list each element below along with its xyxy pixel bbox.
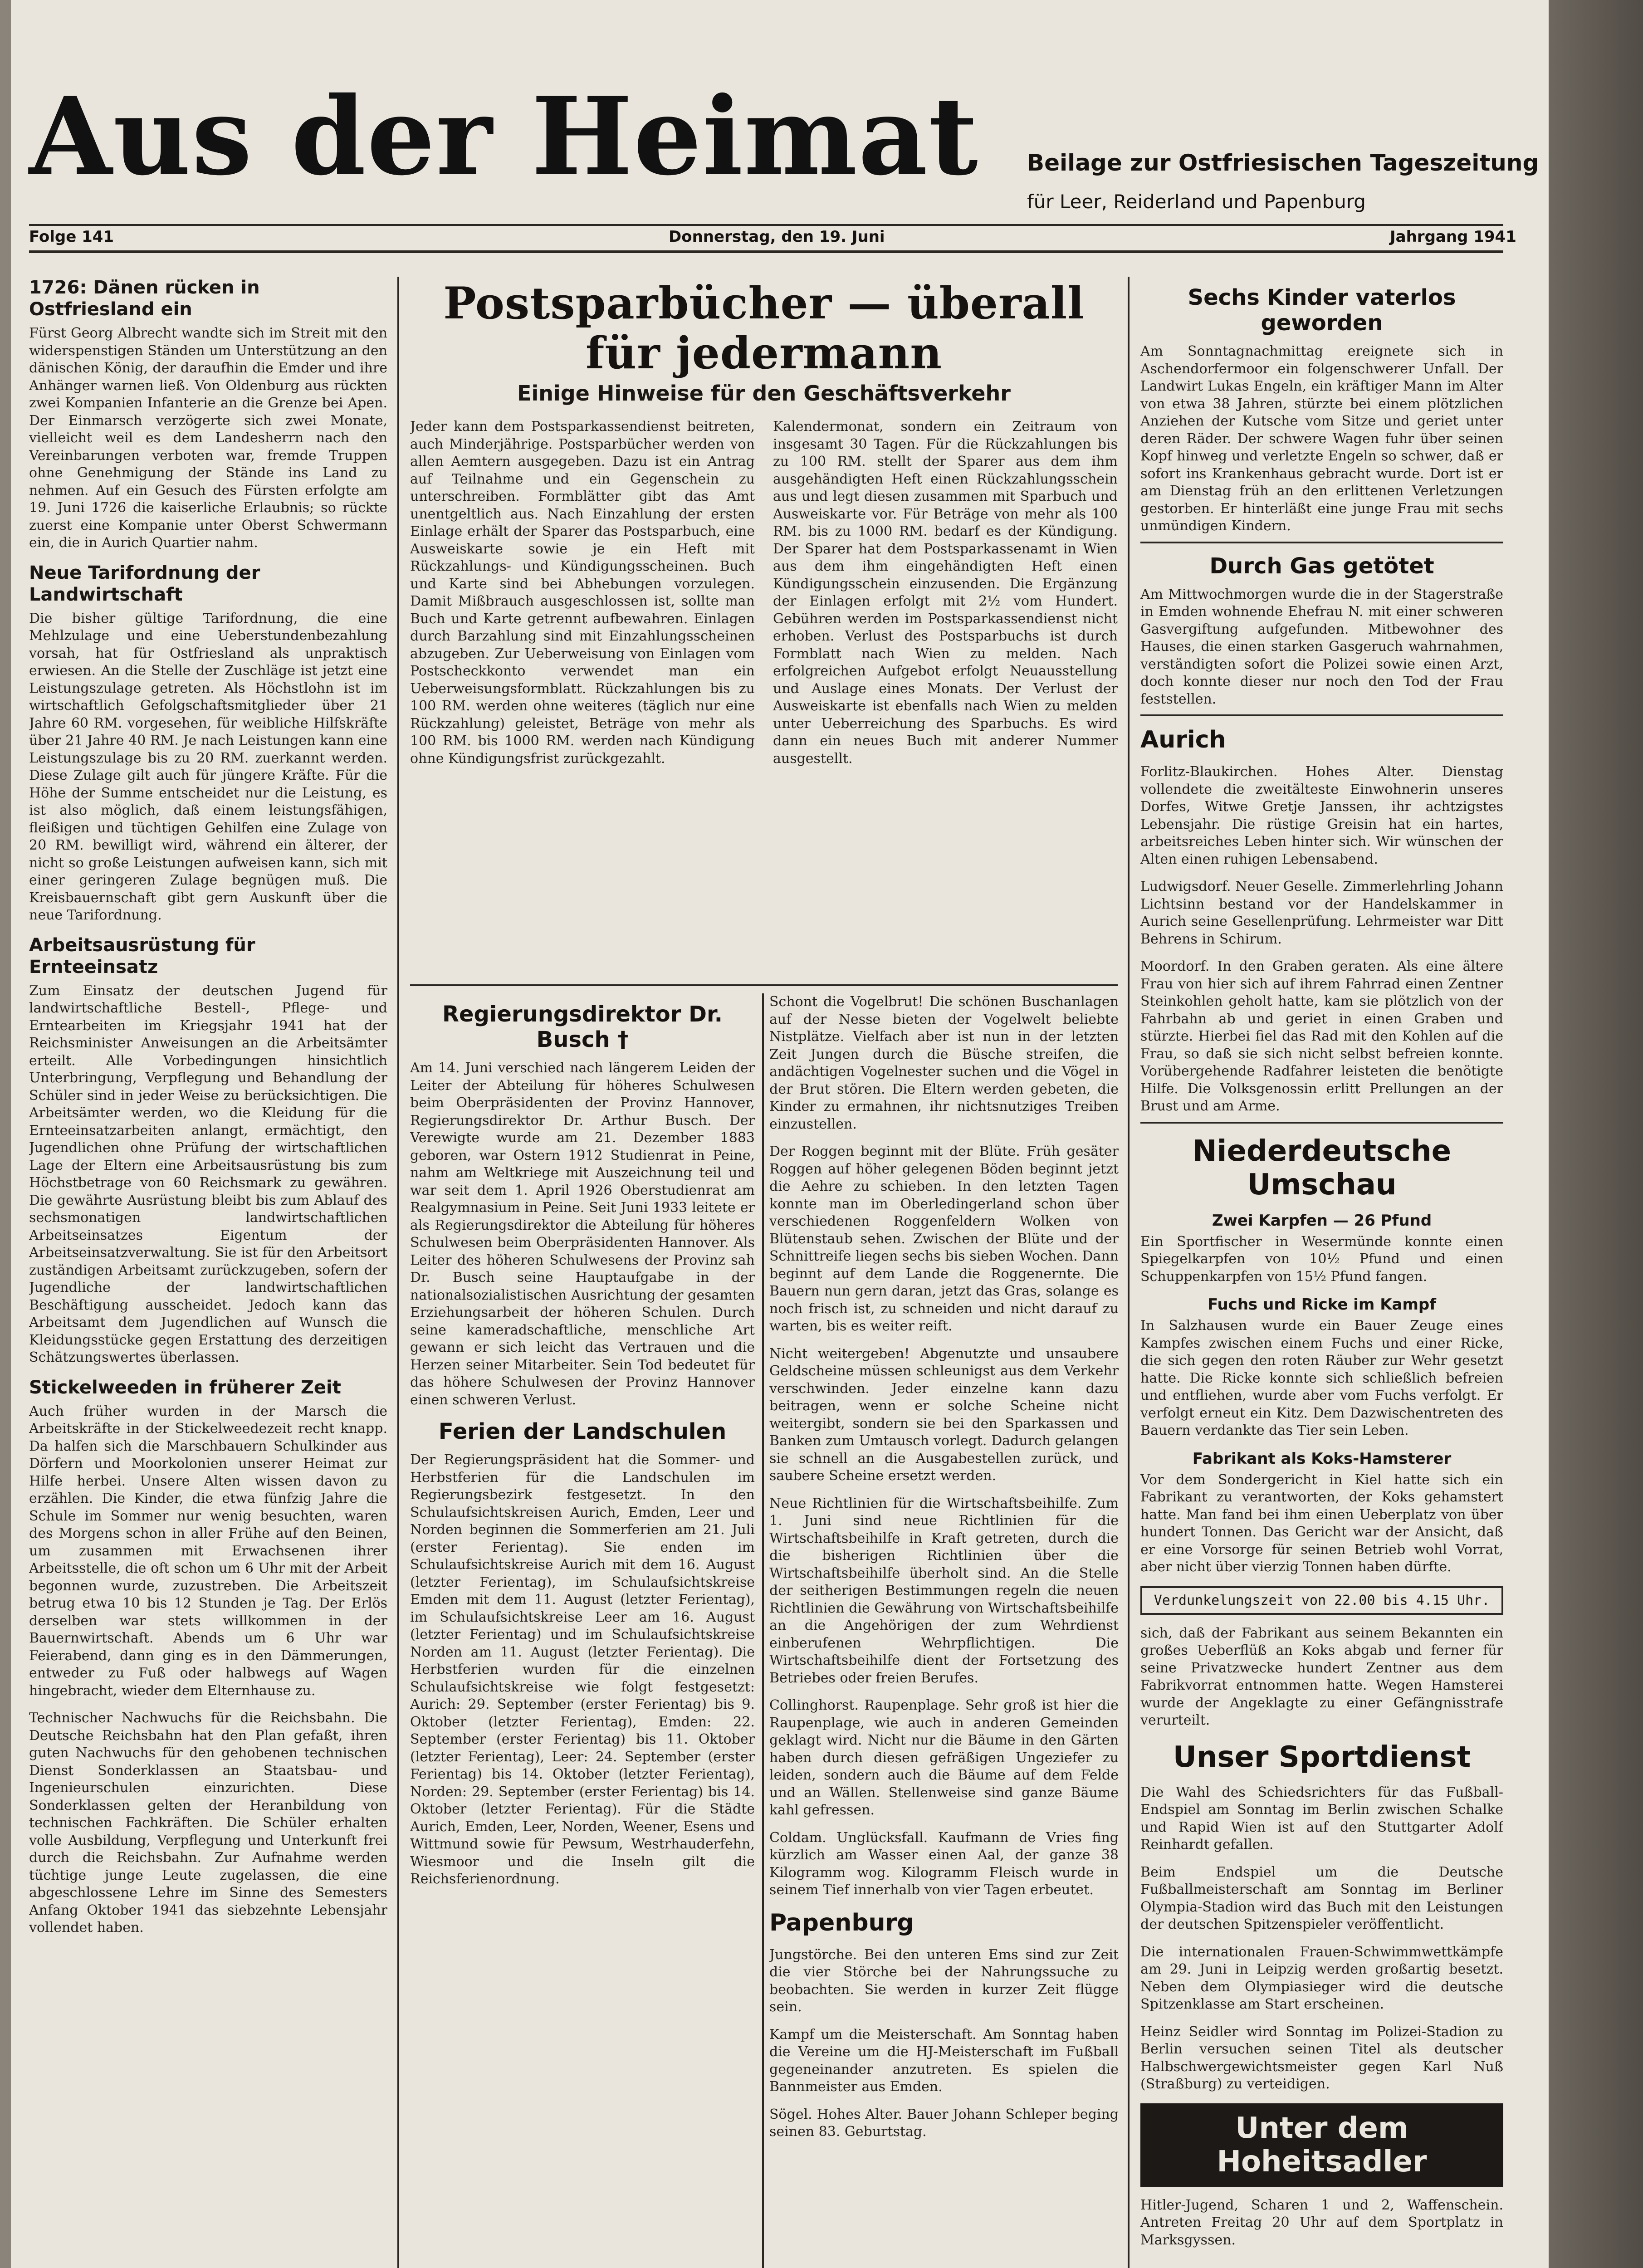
column-rule bbox=[1128, 277, 1130, 2268]
article-headline: Fabrikant als Koks-Hamsterer bbox=[1192, 1449, 1452, 1468]
article-text: Am Sonntagnachmittag ereignete sich in Aschendorfermoor ein folgenschwerer Unfall. Der Landwirt Lukas Engeln, ein kräftiger Mann im Alter von etwa 38 Jahren, stürzte bei einem plötzlichen Anziehen der Kutsche vom Sitze und geriet unter deren Räder. Der schwere Wagen fuhr über seinen Kopf hinweg und verletzte Engeln so schwer, daß er sofort ins Krankenhaus gebracht wurde. Dort ist er am Dienstag früh an den erlittenen Verletzungen gestorben. Er hinterläßt eine junge Frau mit sechs unmündigen Kindern. bbox=[1140, 343, 1503, 534]
article-headline: Stickelweeden in früherer Zeit bbox=[29, 1377, 341, 1398]
hoheitsadler-banner: Unter dem Hoheitsadler bbox=[1140, 2103, 1503, 2187]
lead-text-left: Jeder kann dem Postsparkassendienst beitreten, auch Minderjährige. Postsparbücher werden von allen Aemtern ausgegeben. Dazu ist ein Antrag auf Teilnahme und ein Gegenschein zu unterschreiben. Formblätter gibt das Amt unentgeltlich aus. Nach Einzahlung der ersten Einlage erhält der Sparer das Postsparbuch, eine Ausweiskarte sowie je ein Heft mit Rückzahlungs- und Kündigungsscheinen. Buch und Karte sind bei Abhebungen vorzulegen. Damit Mißbrauch ausgeschlossen ist, sollte man Buch und Karte getrennt aufbewahren. Einlagen durch Barzahlung sind mit Einzahlungsscheinen abzugeben. Zur Ueberweisung von Einlagen vom Postscheckkonto verwendet man ein Ueberweisungsformblatt. Rückzahlungen bis zu 100 RM. werden ohne weiteres (täglich nur eine Rückzahlung) geleistet, Beträge von mehr als 100 RM. bis 1000 RM. werden nach Kündigung ohne Kündigungsfrist zurückgezahlt. bbox=[410, 419, 755, 767]
article bbox=[1140, 958, 1503, 1124]
article bbox=[769, 1829, 1119, 1899]
article-headline: Sechs Kinder vaterlos geworden bbox=[1188, 285, 1456, 336]
place-heading: Aurich bbox=[1140, 726, 1226, 753]
article bbox=[1140, 1944, 1503, 2014]
article-text: Collinghorst. Raupenplage. Sehr groß ist hier die Raupenplage, wie auch in anderen Gemeinden geklagt wird. Nicht nur die Bäume in den Gärten haben durch diesen gefräßigen Ungeziefer zu leiden, sondern auch die Bäume auf dem Felde und an Wällen. Stellenweise sind ganze Bäume kahl gefressen. bbox=[769, 1697, 1119, 1818]
article bbox=[29, 562, 387, 924]
article-headline: Fuchs und Ricke im Kampf bbox=[1207, 1295, 1437, 1314]
article-text: Jungstörche. Bei den unteren Ems sind zur Zeit die vier Störche bei der Nahrungssuche zu beobachten. Sie werden in kurzer Zeit flügge sein. bbox=[769, 1946, 1119, 2015]
article-text: Die Wahl des Schiedsrichters für das Fußball-Endspiel am Sonntag im Berlin zwischen Schalke und Rapid Wien ist auf den Stuttgarter Adolf Reinhardt gefallen. bbox=[1140, 1784, 1503, 1853]
article bbox=[1140, 1586, 1503, 1615]
article-divider bbox=[1140, 542, 1503, 543]
article bbox=[1140, 1212, 1503, 1286]
article bbox=[1140, 1864, 1503, 1934]
article bbox=[1140, 2197, 1503, 2249]
article-headline: Arbeitsausrüstung für Ernteeinsatz bbox=[29, 934, 255, 978]
article bbox=[1140, 1784, 1503, 1854]
article-text: Ein Sportfischer in Wesermünde konnte einen Spiegelkarpfen von 10½ Pfund und einen Schuppenkarpfen von 15½ Pfund fangen. bbox=[1140, 1233, 1503, 1285]
article-text: Technischer Nachwuchs für die Reichsbahn. Die Deutsche Reichsbahn hat den Plan gefaßt, ihren guten Nachwuchs für den gehobenen technischen Dienst Sonderklassen an Staatsbau- und Ingenieurschulen einzurichten. Diese Sonderklassen gelten der Heranbildung von technischen Fachkräften. Die Schüler erhalten volle Ausbildung, Verpflegung und Unterkunft frei durch die Reichsbahn. Zur Aufnahme werden tüchtige junge Leute zugelassen, die eine abgeschlossene Lehre im Sinne des Semesters Anfang Oktober 1941 das siebzehnte Lebensjahr vollendet haben. bbox=[29, 1710, 387, 1936]
book-binding bbox=[1549, 0, 1643, 2268]
article bbox=[1140, 763, 1503, 868]
article bbox=[769, 1143, 1119, 1335]
article-text: sich, daß der Fabrikant aus seinem Bekannten ein großes Ueberflüß an Koks abgab und ferner für seine Privatzwecke hundert Zentner aus dem Fabrikvorrat entnommen hatte. Wegen Hamsterei wurde der Angeklagte zu einer Gefängnisstrafe verurteilt. bbox=[1140, 1625, 1503, 1728]
place-heading: Papenburg bbox=[769, 1909, 914, 1936]
article-text: Nicht weitergeben! Abgenutzte und unsaubere Geldscheine müssen schleunigst aus dem Verkehr verschwinden. Jeder einzelne kann dazu beitragen, wenn er solche Scheine nicht weitergibt, sondern sie bei den Sparkassen und Banken zum Umtausch vorlegt. Dadurch gelangen sie schnell an die Ausgabestellen zurück, und saubere Scheine ersetzt werden. bbox=[769, 1345, 1119, 1484]
article-text: Forlitz-Blaukirchen. Hohes Alter. Dienstag vollendete die zweitälteste Einwohnerin unseres Dorfes, Witwe Gretje Janssen, ihr achtzigstes Lebensjahr. Die rüstige Greisin hat ein hartes, arbeitsreiches Leben hinter sich. Wir wünschen der Alten einen ruhigen Lebensabend. bbox=[1140, 764, 1503, 867]
column-2 bbox=[410, 277, 1118, 984]
article bbox=[769, 1946, 1119, 2016]
article-text: Fürst Georg Albrecht wandte sich im Streit mit den widerspenstigen Ständen um Unterstützung an den dänischen König, der daraufhin die Emder und ihre Anhänger warnen ließ. Von Oldenburg aus rückten zwei Kompanien Infanterie an die Grenze bei Apen. Der Einmarsch verzögerte sich zwei Monate, vielleicht weil es dem Landesherrn nach den Vereinbarungen verboten war, fremde Truppen ohne Genehmigung der Stände ins Land zu nehmen. Auf ein Gesuch des Fürsten erfolgte am 19. Juni 1726 die kaiserliche Erlaubnis; so rückte zuerst eine Kompanie unter Oberst Schwermann ein, die in Aurich Quartier nahm. bbox=[29, 325, 387, 551]
article bbox=[1140, 553, 1503, 717]
article-headline: 1726: Dänen rücken in Ostfriesland ein bbox=[29, 277, 260, 320]
article bbox=[769, 1697, 1119, 1819]
article bbox=[1140, 878, 1503, 948]
section-heading: Niederdeutsche Umschau bbox=[1192, 1134, 1452, 1202]
article bbox=[1140, 2024, 1503, 2093]
lead-rule bbox=[410, 984, 1118, 986]
article bbox=[1140, 285, 1503, 543]
article bbox=[29, 1710, 387, 1937]
article-text: Beim Endspiel um die Deutsche Fußballmeisterschaft am Sonntag im Berliner Olympia-Stadion wird das Buch mit den Leistungen der deutschen Spitzenspieler veröffentlicht. bbox=[1140, 1864, 1503, 1932]
article-text: Der Regierungspräsident hat die Sommer- und Herbstferien für die Landschulen im Regierungsbezirk festgesetzt. In den Schulaufsichtskreisen Aurich, Emden, Leer und Norden beginnen die Sommerferien am 21. Juli (erster Ferientag). Sie enden im Schulaufsichtskreise Aurich mit dem 16. August (letzter Ferientag), im Schulaufsichtskreise Emden mit dem 11. August (letzter Ferientag), im Schulaufsichtskreise Leer am 16. August (letzter Ferientag) und im Schulaufsichtskreise Norden am 11. August (letzter Ferientag). Die Herbstferien wurden für die einzelnen Schulaufsichtskreise wie folgt festgesetzt: Aurich: 29. September (erster Ferientag) bis 9. Oktober (letzter Ferientag), Emden: 22. September (erster Ferientag) bis 11. Oktober (letzter Ferientag), Leer: 24. September (erster Ferientag) bis 14. Oktober (letzter Ferientag), Norden: 29. September (erster Ferientag) bis 14. Oktober (letzter Ferientag). Für die Städte Aurich, Emden, Leer, Norden, Weener, Esens und Wittmund sowie für Pewsum, Westrhauderfehn, Wiesmoor und die Inseln gilt die Reichsferienordnung. bbox=[410, 1452, 755, 1887]
column-4 bbox=[1140, 277, 1503, 2268]
article-headline: Neue Tarifordnung der Landwirtschaft bbox=[29, 562, 260, 605]
article bbox=[1140, 1740, 1503, 1774]
article bbox=[29, 934, 387, 1367]
article-text: Zum Einsatz der deutschen Jugend für landwirtschaftliche Bestell-, Pflege- und Erntearbeiten im Kriegsjahr 1941 hat der Reichsminister Anweisungen an die Arbeitsämter erteilt. Alle Vorbedingungen hinsichtlich Unterbringung, Verpflegung und Behandlung der Schüler sind in jeder Weise zu berücksichtigen. Die Arbeitsämter werden, wo die Kleidung für die Ernteeinsatzarbeiten anlangt, ermächtigt, den Jugendlichen ohne Prüfung der wirtschaftlichen Lage der Eltern eine Arbeitsausrüstung bis zum Höchstbetrage von 60 Reichsmark zu gewähren. Die gewährte Ausrüstung bleibt bis zum Ablauf des sechsmonatigen landwirtschaftlichen Arbeitseinsatzes Eigentum der Arbeitseinsatzverwaltung. Sie ist für den Arbeitsort zuständigen Arbeitsamt zurückzugeben, sofern der Jugendliche der landwirtschaftlichen Beschäftigung ausscheidet. Jedoch kann das Arbeitsamt dem Jugendlichen auf Wunsch die Kleidungsstücke gegen Erstattung des derzeitigen Schätzungswertes überlassen. bbox=[29, 982, 387, 1365]
newspaper-page bbox=[11, 0, 1549, 2268]
article bbox=[769, 993, 1119, 1133]
masthead-date: Donnerstag, den 19. Juni bbox=[669, 228, 885, 246]
article-text: Kampf um die Meisterschaft. Am Sonntag haben die Vereine um die HJ-Meisterschaft im Fußball gegeneinander anzutreten. Es spielen die Bannmeister aus Emden. bbox=[769, 2026, 1119, 2095]
lead-text-right: Kalendermonat, sondern ein Zeitraum von insgesamt 30 Tagen. Für die Rückzahlungen bis zu 100 RM. stellt der Sparer aus dem ihm ausgehändigten Heft einen Rückzahlungsschein aus und legt diesen zusammen mit Sparbuch und Ausweiskarte vor. Für Beträge von mehr als 100 RM. bis zu 1000 RM. bedarf es der Kündigung. Der Sparer hat dem Postsparkassenamt in Wien aus dem ihm eingehändigten Heft einen Kündigungsschein einzusenden. Die Ergänzung der Einlagen erfolgt mit 2½ vom Hundert. Gebühren werden im Postsparkassendienst nicht erhoben. Verlust des Postsparbuchs ist durch Formblatt nach Wien zu melden. Nach erfolgreichen Aufgebot erfolgt Neuausstellung und Auslage eines Monats. Der Verlust der Ausweiskarte ist ebenfalls nach Wien zu melden unter Ueberreichung des Sparbuchs. Es wird dann ein neues Buch mit anderer Nummer ausgestellt. bbox=[773, 419, 1118, 767]
column-rule bbox=[762, 993, 764, 2268]
article-text: Coldam. Unglücksfall. Kaufmann de Vries fing kürzlich am Wasser einen Aal, der ganze 38 Kilogramm wog. Kilogramm Fleisch wurde in seinem Tief innerhalb von vier Tagen erbeutet. bbox=[769, 1829, 1119, 1898]
article bbox=[769, 1345, 1119, 1485]
masthead-rule-lower bbox=[29, 250, 1503, 253]
article-headline: Regierungsdirektor Dr. Busch † bbox=[442, 1002, 723, 1052]
article-headline: Zwei Karpfen — 26 Pfund bbox=[1212, 1211, 1432, 1230]
article bbox=[1140, 2103, 1503, 2187]
masthead bbox=[11, 0, 1549, 272]
section-heading: Unser Sportdienst bbox=[1173, 1740, 1471, 1774]
article-text: Heinz Seidler wird Sonntag im Polizei-Stadion zu Berlin versuchen seinen Titel als deutscher Halbschwergewichtsmeister gegen Karl Nuß (Straßburg) zu verteidigen. bbox=[1140, 2024, 1503, 2092]
article-text: Auch früher wurden in der Marsch die Arbeitskräfte in der Stickelweedezeit recht knapp. Da halfen sich die Marschbauern Schulkinder aus Dörfern und Moorkolonien unserer Heimat zur Hilfe herbei. Unsere Alten wissen davon zu erzählen. Die Kinder, die etwa fünfzig Jahre die Schule im Sommer nur wenig besuchten, waren des Morgens schon in aller Frühe auf den Beinen, um zusammen mit Erwachsenen ihrer Arbeitsstelle, die oft schon um 6 Uhr mit der Arbeit begonnen wurde, zuzustreben. Die Arbeitszeit betrug etwa 10 bis 12 Stunden je Tag. Der Erlös derselben war stets willkommen in der Bauernwirtschaft. Abends um 6 Uhr war Feierabend, dann ging es in den Dämmerungen, entweder zu Fuß oder halbwegs auf Wagen hingebracht, wieder dem Elternhause zu. bbox=[29, 1403, 387, 1699]
article-text: In Salzhausen wurde ein Bauer Zeuge eines Kampfes zwischen einem Fuchs und einer Ricke, die sich gegen den roten Räuber zur Wehr gesetzt hatte. Die Ricke konnte sich schließlich befreien und entfliehen, wurde aber vom Fuchs verfolgt. Er verfolgt erneut ein Kitz. Dem Dazwischentreten des Bauern verdankte das Tier sein Leben. bbox=[1140, 1318, 1503, 1438]
article-text: Ludwigsdorf. Neuer Geselle. Zimmerlehrling Johann Lichtsinn bestand vor der Handelskammer in Aurich seine Gesellenprüfung. Lehrmeister war Ditt Behrens in Schirum. bbox=[1140, 879, 1503, 947]
article bbox=[29, 277, 387, 552]
article bbox=[1140, 1134, 1503, 1202]
article bbox=[410, 1002, 755, 1409]
column-rule bbox=[397, 277, 399, 2268]
article bbox=[1140, 726, 1503, 753]
article bbox=[29, 1377, 387, 1700]
masthead-rule bbox=[29, 224, 1503, 226]
lead-subheadline: Einige Hinweise für den Geschäftsverkehr bbox=[517, 381, 1011, 406]
article bbox=[769, 2026, 1119, 2096]
article-divider bbox=[1140, 714, 1503, 716]
masthead-supplement: Beilage zur Ostfriesischen Tageszeitung bbox=[1027, 150, 1539, 176]
masthead-title: Aus der Heimat bbox=[29, 73, 979, 199]
article-text: Am Mittwochmorgen wurde die in der Stagerstraße in Emden wohnende Ehefrau N. mit einer schweren Gasvergiftung aufgefunden. Mitbewohner des Hauses, die einen starken Gasgeruch wahrnahmen, verständigten sofort die Polizei sowie einen Arzt, doch konnte dieser nur noch den Tod der Frau feststellen. bbox=[1140, 586, 1503, 707]
blackout-notice: Verdunkelungszeit von 22.00 bis 4.15 Uhr. bbox=[1140, 1586, 1503, 1615]
article bbox=[1140, 1625, 1503, 1730]
article-text: Moordorf. In den Graben geraten. Als eine ältere Frau von hier sich auf ihrem Fahrrad einen Zentner Steinkohlen geholt hatte, kam sie plötzlich von der Fahrbahn ab und geriet in einen Graben und stürzte. Hierbei fiel das Rad mit den Kohlen auf die Frau, so daß sie sich nicht selbst befreien konnte. Vorübergehende Radfahrer leisteten die benötigte Hilfe. Die Volksgenossin erlitt Prellungen an der Brust und am Arme. bbox=[1140, 958, 1503, 1114]
lead-headline: Postsparbücher — überall für jedermann bbox=[443, 278, 1085, 379]
article bbox=[769, 1909, 1119, 1936]
article-text: Neue Richtlinien für die Wirtschaftsbeihilfe. Zum 1. Juni sind neue Richtlinien für die Wirtschaftsbeihilfe in Kraft getreten, durch die die bisherigen Richtlinien über die Wirtschaftsbeihilfe überholt sind. An die Stelle der seitherigen Bestimmungen regeln die neuen Richtlinien die Gewährung von Wirtschaftsbeihilfe an die Angehörigen der zum Wehrdienst einberufenen Wehrpflichtigen. Die Wirtschaftsbeihilfe dient der Fortsetzung des Betriebes oder freien Berufes. bbox=[769, 1495, 1119, 1686]
article-text: Die internationalen Frauen-Schwimmwettkämpfe am 29. Juni in Leipzig werden großartig besetzt. Neben dem Olympiasieger wird die deutsche Spitzenklasse am Start erscheinen. bbox=[1140, 1944, 1503, 2012]
column-1 bbox=[29, 277, 387, 2268]
masthead-regions: für Leer, Reiderland und Papenburg bbox=[1027, 191, 1366, 213]
article bbox=[769, 1495, 1119, 1687]
article-headline: Ferien der Landschulen bbox=[438, 1419, 727, 1444]
article bbox=[410, 1419, 755, 1888]
article-text: Am 14. Juni verschied nach längerem Leiden der Leiter der Abteilung für höheres Schulwesen beim Oberpräsidenten der Provinz Hannover, Regierungsdirektor Dr. Arthur Busch. Der Verewigte wurde am 21. Dezember 1883 geboren, war Ostern 1912 Studienrat in Peine, nahm am Weltkriege mit Auszeichnung teil und war seit dem 1. April 1926 Oberstudienrat am Realgymnasium in Peine. Seit Juni 1933 leitete er als Regierungsdirektor die Abteilung für höheres Schulwesen beim Oberpräsidenten Hannover. Als Leiter des höheren Schulwesens der Provinz sah Dr. Busch seine Hauptaufgabe in der nationalsozialistischen Ausrichtung der gesamten Erziehungsarbeit der höheren Schulen. Durch seine kameradschaftliche, menschliche Art gewann er sich leicht das Vertrauen und die Herzen seiner Mitarbeiter. Sein Tod bedeutet für das höhere Schulwesen der Provinz Hannover einen schweren Verlust. bbox=[410, 1060, 755, 1408]
article-text: Der Roggen beginnt mit der Blüte. Früh gesäter Roggen auf höher gelegenen Böden beginnt jetzt die Aehre zu schieben. In den letzten Tagen konnte man im Oberledingerland schon über verschiedenen Roggenfeldern Wolken von Blütenstaub sehen. Zwischen der Blüte und der Schnittreife liegen sechs bis sieben Wochen. Dann beginnt auf dem Lande die Roggenernte. Die Bauern nun gern daran, jetzt das Gras, solange es noch frisch ist, zu schneiden und nicht darauf zu warten, bis es weiter reift. bbox=[769, 1144, 1119, 1334]
column-3 bbox=[769, 993, 1119, 2268]
article-headline: Durch Gas getötet bbox=[1209, 553, 1434, 579]
article-text: Vor dem Sondergericht in Kiel hatte sich ein Fabrikant zu verantworten, der Koks gehamstert hatte. Man fand bei ihm einen Ueberplatz von über hundert Tonnen. Das Gericht war der Ansicht, daß er eine Vorsorge für seinen Betrieb wohl Vorrat, aber nicht über vierzig Tonnen haben dürfte. bbox=[1140, 1471, 1503, 1575]
article bbox=[769, 2106, 1119, 2141]
article bbox=[1140, 1295, 1503, 1440]
article-text: Die bisher gültige Tarifordnung, die eine Mehlzulage und eine Ueberstundenbezahlung vorsah, hat für Ostfriesland als unpraktisch erwiesen. An die Stelle der Zuschläge ist jetzt eine Leistungszulage getreten. Als Höchstlohn ist im wirtschaftlich Gefolgschaftsmitglieder über 21 Jahre 60 RM. vorgesehen, für weibliche Hilfskräfte über 21 Jahre 40 RM. Je nach Leistungen kann eine Leistungszulage bis zu 20 RM. zuerkannt werden. Diese Zulage gilt auch für jüngere Kräfte. Für die Höhe der Summe entscheidet nur die Leistung, es ist also möglich, daß einem leistungsfähigen, fleißigen und tüchtigen Gehilfen eine Zulage von 20 RM. bewilligt wird, während ein älterer, der nicht so große Leistungen aufweisen kann, sich mit einer geringeren Zulage begnügen muß. Die Kreisbauernschaft gibt gern Auskunft über die neue Tarifordnung. bbox=[29, 610, 387, 923]
article bbox=[1140, 1450, 1503, 1576]
column-2-lower bbox=[410, 993, 755, 2268]
article-text: Hitler-Jugend, Scharen 1 und 2, Waffenschein. Antreten Freitag 20 Uhr auf dem Sportplatz in Marksgyssen. bbox=[1140, 2197, 1503, 2248]
masthead-volume: Jahrgang 1941 bbox=[1390, 228, 1516, 246]
article-divider bbox=[1140, 1122, 1503, 1124]
article-text: Schont die Vogelbrut! Die schönen Buschanlagen auf der Nesse bieten der Vogelwelt beliebte Nistplätze. Vielfach aber ist nun in der letzten Zeit Jungen durch die Büsche streifen, die andächtigen Vogelnester suchen und die Vögel in der Brut stören. Die Eltern werden gebeten, die Kinder zu ermahnen, ihr nichtsnutziges Treiben einzustellen. bbox=[769, 994, 1119, 1132]
masthead-issue: Folge 141 bbox=[29, 228, 114, 246]
article-text: Sögel. Hohes Alter. Bauer Johann Schleper beging seinen 83. Geburtstag. bbox=[769, 2106, 1119, 2140]
